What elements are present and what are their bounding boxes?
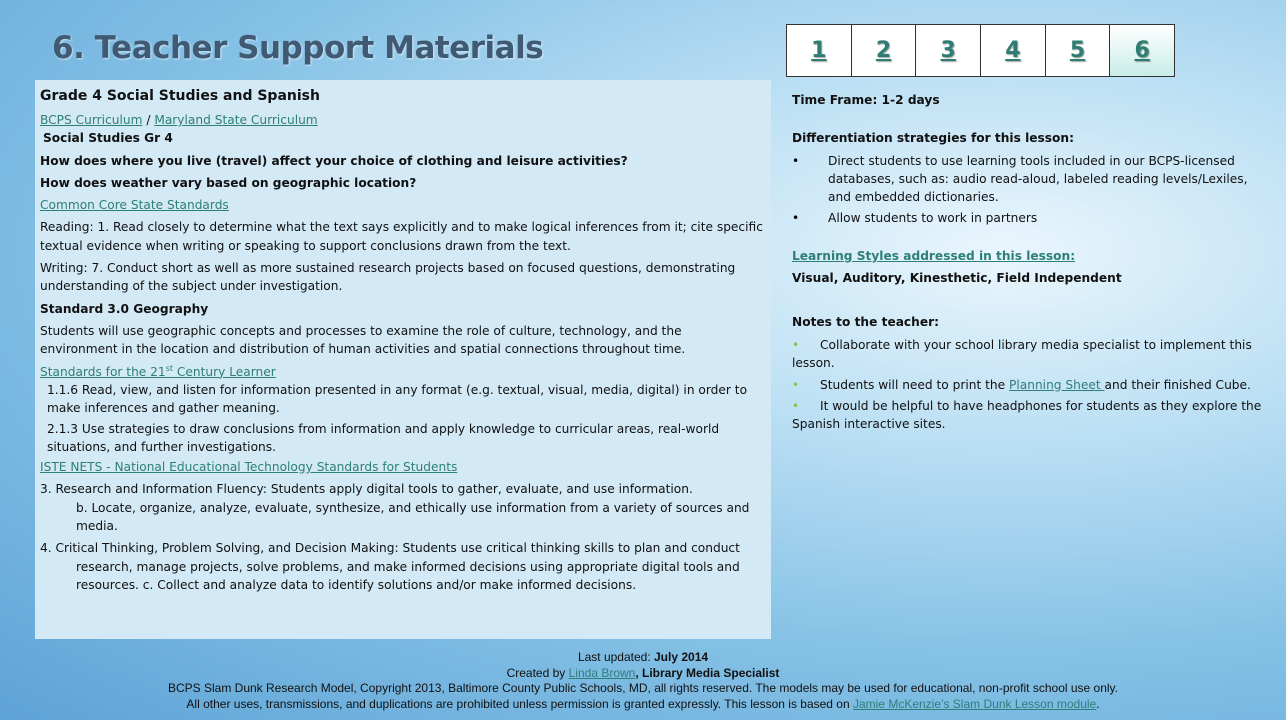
note2-post: and their finished Cube. bbox=[1104, 377, 1251, 392]
curriculum-separator: / bbox=[142, 113, 155, 127]
updated-value: July 2014 bbox=[654, 650, 709, 664]
aasl-link-post: Century Learner bbox=[173, 364, 276, 379]
aasl-link-sup: st bbox=[165, 363, 173, 373]
essential-question-2: How does weather vary based on geographic location? bbox=[40, 175, 417, 190]
nav-link-1[interactable]: 1 bbox=[787, 25, 852, 76]
time-frame: Time Frame: 1-2 days bbox=[792, 93, 940, 107]
list-item bbox=[792, 377, 1264, 395]
differentiation-heading: Differentiation strategies for this lesson: bbox=[792, 130, 1074, 145]
geography-standard-text: Students will use geographic concepts and processes to examine the role of culture, technology, and the environment in the location and distribution of human activities and spatial connections throughout time. bbox=[40, 323, 686, 357]
differentiation-list bbox=[792, 153, 1264, 228]
page-nav bbox=[786, 24, 1175, 77]
iste-standard-3: 3. Research and Information Fluency: Students apply digital tools to gather, evaluate, and use information. bbox=[40, 482, 693, 497]
learning-styles-link[interactable]: Learning Styles addressed in this lesson: bbox=[792, 249, 1076, 264]
aasl-standard-1: 1.1.6 Read, view, and listen for information presented in any format (e.g. textual, visual, media, digital) in order to make inferences and gather meaning. bbox=[47, 382, 748, 416]
aasl-standards-link[interactable] bbox=[40, 365, 276, 379]
aasl-link-pre: Standards for the 21 bbox=[40, 364, 166, 379]
list-item: • Allow students to work in partners bbox=[792, 210, 1264, 228]
page-footer bbox=[0, 650, 1286, 712]
created-by bbox=[0, 666, 1286, 682]
last-updated bbox=[0, 650, 1286, 666]
reading-standard: Reading: 1. Read closely to determine what the text says explicitly and to make logical inferences from it; cite specific textual evidence when writing or speaking to support conclusions drawn from the text. bbox=[40, 220, 763, 253]
copyright-notice: BCPS Slam Dunk Research Model, Copyright 2013, Baltimore County Public Schools, MD, all rights reserved. The models may be used for educational, non-profit school use only. bbox=[167, 681, 1118, 696]
nav-link-4[interactable]: 4 bbox=[981, 25, 1046, 76]
learning-styles-text: Visual, Auditory, Kinesthetic, Field Independent bbox=[792, 270, 1122, 285]
updated-label: Last updated: bbox=[577, 650, 654, 664]
nav-link-3[interactable]: 3 bbox=[916, 25, 981, 76]
nav-link-6[interactable]: 6 bbox=[1110, 25, 1174, 76]
writing-standard: Writing: 7. Conduct short as well as more sustained research projects based on focused questions, demonstrating understanding of the subject under investigation. bbox=[40, 261, 736, 294]
iste-standard-3b: b. Locate, organize, analyze, evaluate, synthesize, and ethically use information from a variety of sources and media. bbox=[76, 500, 750, 533]
geography-standard-heading: Standard 3.0 Geography bbox=[40, 301, 209, 316]
iste-nets-link[interactable]: ISTE NETS - National Educational Technology Standards for Students bbox=[40, 460, 458, 475]
author-link[interactable]: Linda Brown bbox=[568, 665, 636, 680]
created-pre: Created by bbox=[506, 665, 569, 680]
nav-link-2[interactable]: 2 bbox=[852, 25, 917, 76]
nav-link-5[interactable]: 5 bbox=[1046, 25, 1111, 76]
standards-panel bbox=[35, 80, 771, 639]
rights-pre: All other uses, transmissions, and duplications are prohibited unless permission is granted expressly. This lesson is based on bbox=[186, 696, 853, 711]
rights-notice bbox=[0, 697, 1286, 713]
bcps-curriculum-link[interactable]: BCPS Curriculum bbox=[40, 113, 143, 127]
essential-question-1: How does where you live (travel) affect your choice of clothing and leisure activities? bbox=[40, 153, 628, 168]
note2-pre: Students will need to print the bbox=[820, 377, 1010, 392]
page-title: 6. Teacher Support Materials bbox=[52, 30, 544, 66]
created-post: , Library Media Specialist bbox=[635, 665, 780, 680]
notes-list bbox=[792, 337, 1264, 433]
aasl-standard-2: 2.1.3 Use strategies to draw conclusions from information and apply knowledge to curricular areas, real-world situations, and further investigations. bbox=[47, 421, 720, 454]
maryland-curriculum-link[interactable]: Maryland State Curriculum bbox=[154, 113, 318, 127]
iste-standard-4: 4. Critical Thinking, Problem Solving, and Decision Making: Students use critical thinking skills to plan and conduct research, manage projects, solve problems, and make informed decisions using appropriate digital tools and resources. c. Collect and analyze data to identify solutions and/or make informed decisions. bbox=[40, 541, 740, 592]
common-core-link[interactable]: Common Core State Standards bbox=[40, 198, 229, 213]
notes-heading: Notes to the teacher: bbox=[792, 314, 939, 329]
course-label: Social Studies Gr 4 bbox=[43, 131, 173, 146]
rights-post: . bbox=[1096, 696, 1100, 711]
grade-heading: Grade 4 Social Studies and Spanish bbox=[40, 88, 320, 104]
list-item: • Direct students to use learning tools included in our BCPS-licensed databases, such as: audio read-aloud, labeled reading levels/Lexiles, and embedded dictionaries. bbox=[792, 153, 1264, 206]
list-item: • Collaborate with your school library media specialist to implement this lesson. bbox=[792, 337, 1264, 372]
lesson-notes bbox=[792, 92, 1264, 438]
planning-sheet-link[interactable]: Planning Sheet bbox=[1009, 377, 1105, 392]
curriculum-links bbox=[40, 111, 763, 129]
list-item: • It would be helpful to have headphones for students as they explore the Spanish interactive sites. bbox=[792, 398, 1264, 433]
slam-dunk-module-link[interactable]: Jamie McKenzie’s Slam Dunk Lesson module bbox=[852, 696, 1097, 711]
